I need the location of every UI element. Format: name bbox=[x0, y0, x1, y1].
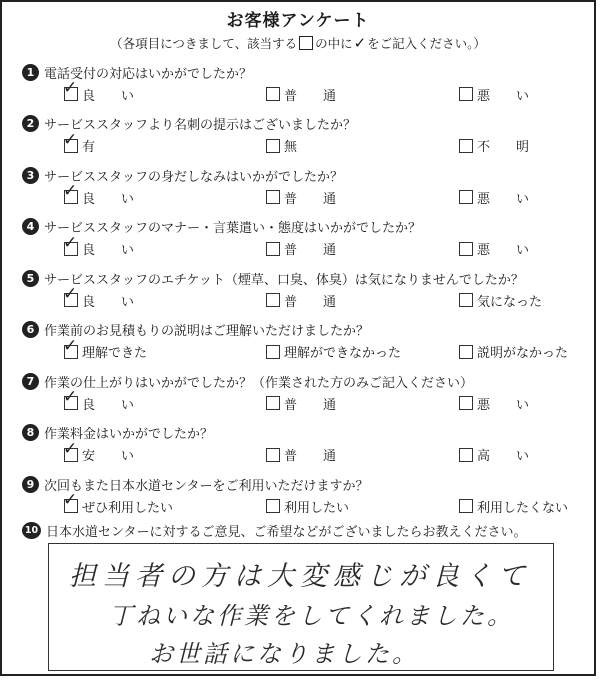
answer-options bbox=[22, 78, 584, 106]
question-7-header bbox=[22, 371, 584, 391]
comment-box[interactable] bbox=[48, 543, 554, 671]
answer-checkbox[interactable] bbox=[459, 499, 473, 513]
answer-checkbox[interactable] bbox=[63, 129, 78, 153]
answer-option-label: 利用したい bbox=[284, 500, 350, 516]
answer-option-label: 有 bbox=[82, 140, 96, 155]
answer-option[interactable] bbox=[266, 136, 297, 156]
comment-line-2: 丁ねいな作業をしてくれました。 bbox=[109, 602, 514, 630]
question-4-header bbox=[22, 217, 584, 237]
question-5-header bbox=[22, 268, 584, 288]
checkmark-icon: ✓ bbox=[63, 78, 78, 98]
answer-option-label: 不 明 bbox=[477, 140, 530, 155]
answer-checkbox[interactable] bbox=[459, 448, 473, 462]
answer-checkbox[interactable] bbox=[459, 190, 473, 204]
answer-options bbox=[22, 438, 584, 467]
answer-checkbox[interactable] bbox=[266, 139, 280, 153]
question-text: 作業料金はいかがでしたか？ bbox=[44, 427, 214, 442]
question-1 bbox=[22, 62, 584, 114]
answer-option[interactable] bbox=[63, 129, 96, 156]
question-text: 次回もまた日本水道センターをご利用いただけますか？ bbox=[44, 478, 369, 494]
checkmark-icon: ✓ bbox=[63, 232, 78, 253]
instructions-text-after: をご記入ください。） bbox=[367, 36, 486, 51]
answer-option[interactable] bbox=[459, 84, 529, 104]
question-text: 日本水道センターに対するご意見、ご希望などがございましたらお教えください。 bbox=[46, 524, 527, 540]
answer-checkbox[interactable] bbox=[63, 232, 78, 256]
answer-option-label: ぜひ利用したい bbox=[82, 500, 174, 516]
answer-option[interactable] bbox=[459, 445, 529, 465]
form-title: お客様アンケート bbox=[226, 11, 370, 31]
answer-option-label: 悪 い bbox=[477, 88, 530, 104]
question-9 bbox=[22, 474, 584, 526]
answer-option-label: 気になった bbox=[477, 294, 543, 310]
question-3 bbox=[22, 165, 584, 217]
answer-checkbox[interactable] bbox=[459, 396, 473, 410]
answer-checkbox[interactable] bbox=[266, 396, 280, 410]
answer-checkbox[interactable] bbox=[266, 448, 280, 462]
answer-option-label: 普 通 bbox=[284, 243, 337, 258]
answer-option-label: 説明がなかった bbox=[477, 346, 569, 361]
checkmark-icon: ✓ bbox=[63, 181, 78, 201]
question-number-badge: 9 bbox=[22, 476, 39, 493]
answer-checkbox[interactable] bbox=[266, 499, 280, 513]
question-1-header bbox=[22, 62, 584, 82]
answer-option[interactable] bbox=[459, 393, 529, 413]
answer-checkbox[interactable] bbox=[266, 87, 280, 101]
question-number-badge: 1 bbox=[22, 64, 39, 81]
answer-checkbox[interactable] bbox=[459, 139, 473, 153]
answer-option-label: 悪 い bbox=[477, 243, 530, 258]
answer-option[interactable] bbox=[63, 284, 135, 310]
answer-option[interactable] bbox=[266, 342, 401, 362]
comment-line-1: 担当者の方は大変感じが良くて bbox=[69, 561, 531, 592]
question-2-header bbox=[22, 114, 584, 134]
answer-option-label: 普 通 bbox=[284, 397, 337, 413]
answer-option-label: 普 通 bbox=[284, 294, 337, 310]
answer-options bbox=[22, 181, 584, 209]
answer-option[interactable] bbox=[63, 181, 135, 207]
answer-option-label: 良 い bbox=[82, 191, 135, 207]
answer-options bbox=[22, 232, 584, 261]
answer-option[interactable] bbox=[63, 490, 174, 516]
question-6 bbox=[22, 320, 584, 372]
answer-checkbox[interactable] bbox=[63, 387, 78, 410]
question-number-badge: 3 bbox=[22, 167, 39, 184]
answer-option-label: 普 通 bbox=[284, 88, 337, 104]
question-text: 電話受付の対応はいかがでしたか？ bbox=[44, 66, 253, 82]
answer-checkbox[interactable] bbox=[459, 293, 473, 307]
question-text: 作業前のお見積もりの説明はご理解いただけましたか？ bbox=[44, 324, 370, 339]
question-6-header bbox=[22, 320, 584, 340]
instructions-text-middle: の中に bbox=[315, 36, 353, 51]
checkmark-icon: ✓ bbox=[63, 490, 78, 510]
answer-option[interactable] bbox=[266, 84, 336, 104]
checkmark-icon: ✓ bbox=[63, 129, 78, 150]
question-number-badge: 7 bbox=[22, 373, 39, 390]
question-number-badge: 10 bbox=[22, 522, 41, 539]
question-text: サービススタッフの身だしなみはいかがでしたか？ bbox=[44, 169, 344, 185]
checkmark-icon: ✓ bbox=[63, 438, 78, 459]
question-text: サービススタッフのエチケット（煙草、口臭、体臭）は気になりませんでしたか？ bbox=[44, 272, 524, 288]
answer-options bbox=[22, 284, 584, 312]
checkmark-icon: ✓ bbox=[63, 335, 78, 356]
answer-option[interactable] bbox=[266, 496, 349, 516]
form-instructions bbox=[2, 34, 594, 52]
checkmark-icon: ✓ bbox=[63, 387, 78, 407]
question-number-badge: 2 bbox=[22, 115, 39, 132]
answer-checkbox[interactable] bbox=[266, 190, 280, 204]
answer-checkbox[interactable] bbox=[266, 345, 280, 359]
answer-checkbox[interactable] bbox=[459, 242, 473, 256]
question-text: サービススタッフより名刺の提示はございましたか？ bbox=[44, 118, 357, 133]
question-text: 作業の仕上がりはいかがでしたか？（作業された方のみご記入ください） bbox=[44, 375, 474, 391]
comment-line-3: お世話になりました。 bbox=[149, 640, 419, 668]
answer-checkbox[interactable] bbox=[459, 87, 473, 101]
answer-option[interactable] bbox=[459, 290, 542, 310]
answer-checkbox[interactable] bbox=[266, 293, 280, 307]
answer-option[interactable] bbox=[266, 187, 336, 207]
answer-checkbox[interactable] bbox=[63, 490, 78, 513]
question-5 bbox=[22, 268, 584, 320]
answer-checkbox[interactable] bbox=[266, 242, 280, 256]
answer-option-label: 利用したくない bbox=[477, 500, 569, 516]
question-number-badge: 5 bbox=[22, 270, 39, 287]
question-10-header bbox=[22, 520, 584, 540]
answer-option-label: 普 通 bbox=[284, 191, 337, 207]
answer-options bbox=[22, 387, 584, 415]
answer-option[interactable] bbox=[266, 290, 336, 310]
answer-options bbox=[22, 129, 584, 158]
question-4 bbox=[22, 217, 584, 269]
question-number-badge: 4 bbox=[22, 218, 39, 235]
question-3-header bbox=[22, 165, 584, 185]
answer-option-label: 悪 い bbox=[477, 397, 530, 413]
answer-option-label: 安 い bbox=[82, 449, 135, 464]
answer-checkbox[interactable] bbox=[63, 438, 78, 462]
answer-option-label: 良 い bbox=[82, 243, 135, 258]
question-8 bbox=[22, 423, 584, 475]
answer-option[interactable] bbox=[266, 239, 336, 259]
answer-options bbox=[22, 490, 584, 518]
answer-option[interactable] bbox=[63, 78, 135, 104]
question-8-header bbox=[22, 423, 584, 443]
answer-option[interactable] bbox=[63, 387, 135, 413]
answer-checkbox[interactable] bbox=[63, 78, 78, 101]
answer-option-label: 理解できた bbox=[82, 346, 148, 361]
answer-options bbox=[22, 335, 584, 364]
question-2 bbox=[22, 114, 584, 166]
answer-option-label: 理解ができなかった bbox=[284, 346, 402, 361]
answer-checkbox[interactable] bbox=[63, 181, 78, 204]
answer-option[interactable] bbox=[63, 335, 148, 362]
answer-option-label: 良 い bbox=[82, 294, 135, 310]
question-9-header bbox=[22, 474, 584, 494]
answer-option-label: 無 bbox=[284, 140, 298, 155]
answer-option[interactable] bbox=[459, 187, 529, 207]
answer-checkbox[interactable] bbox=[63, 284, 78, 307]
question-number-badge: 8 bbox=[22, 424, 39, 441]
sample-checkmark-icon: ✓ bbox=[353, 34, 367, 52]
answer-option-label: 良 い bbox=[82, 88, 135, 104]
answer-option-label: 普 通 bbox=[284, 449, 337, 464]
answer-option-label: 悪 い bbox=[477, 191, 530, 207]
answer-option[interactable] bbox=[266, 445, 336, 465]
answer-option[interactable] bbox=[63, 438, 135, 465]
answer-checkbox[interactable] bbox=[459, 345, 473, 359]
instructions-text-before: （各項目につきまして、該当する bbox=[110, 36, 298, 51]
question-number-badge: 6 bbox=[22, 321, 39, 338]
answer-option[interactable] bbox=[459, 136, 529, 156]
question-text: サービススタッフのマナー・言葉遣い・態度はいかがでしたか？ bbox=[44, 221, 422, 236]
answer-option-label: 良 い bbox=[82, 397, 135, 413]
answer-option[interactable] bbox=[459, 342, 568, 362]
answer-checkbox[interactable] bbox=[63, 335, 78, 359]
answer-option[interactable] bbox=[459, 239, 529, 259]
question-7 bbox=[22, 371, 584, 423]
sample-checkbox-icon bbox=[299, 36, 313, 50]
checkmark-icon: ✓ bbox=[63, 284, 78, 304]
answer-option[interactable] bbox=[459, 496, 568, 516]
answer-option[interactable] bbox=[63, 232, 135, 259]
answer-option[interactable] bbox=[266, 393, 336, 413]
answer-option-label: 高 い bbox=[477, 449, 530, 464]
